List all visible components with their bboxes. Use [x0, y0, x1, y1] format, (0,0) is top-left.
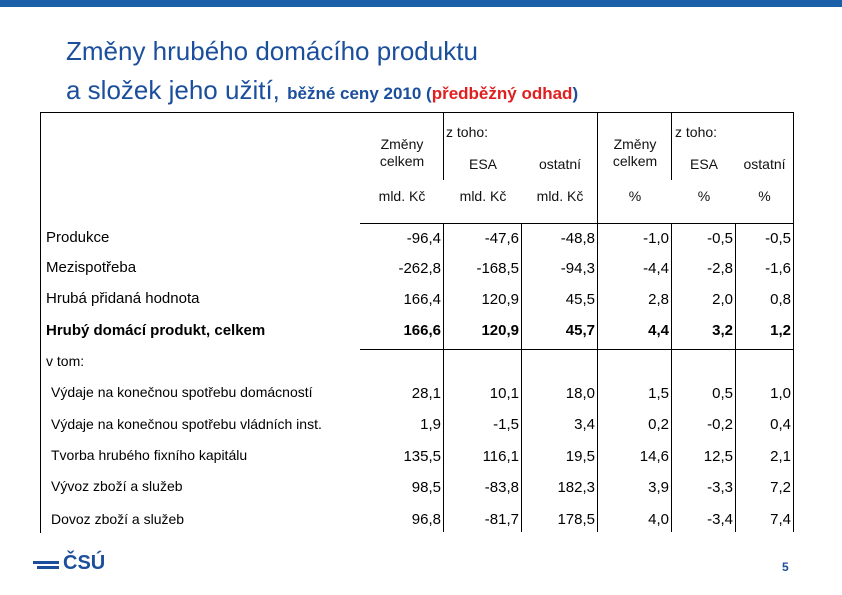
unit-label: %: [758, 188, 771, 204]
row-label: Vývoz zboží a služeb: [51, 478, 183, 494]
cell-value: -47,6: [484, 230, 519, 247]
cell-value: 7,4: [770, 511, 791, 528]
cell-value: 14,6: [639, 448, 669, 465]
cell-value: 116,1: [482, 448, 519, 465]
cell-value: 4,0: [648, 511, 669, 528]
cell-value: 28,1: [411, 385, 441, 402]
row-label: Výdaje na konečnou spotřebu vládních inst.: [51, 416, 322, 432]
cell-value: -168,5: [476, 260, 519, 277]
cell-value: 2,0: [712, 291, 733, 308]
unit-label: %: [697, 188, 711, 204]
cell-value: -96,4: [406, 230, 441, 247]
cell-value: -2,8: [707, 260, 733, 277]
unit-label: mld. Kč: [378, 188, 426, 204]
row-label: Mezispotřeba: [46, 259, 137, 276]
header-ostatni-pct: ostatní: [743, 156, 786, 172]
cell-value: -81,7: [484, 511, 519, 528]
top-accent-bar: [0, 0, 842, 7]
cell-value: 2,8: [648, 291, 669, 308]
cell-value: 1,2: [770, 322, 791, 339]
cell-value: -0,2: [707, 416, 733, 433]
cell-value: 98,5: [411, 479, 441, 496]
cell-value: 120,9: [481, 322, 519, 339]
cell-value: 7,2: [770, 479, 791, 496]
cell-value: 135,5: [403, 448, 441, 465]
v-tom-label: v tom:: [46, 353, 85, 369]
cell-value: -3,4: [707, 511, 733, 528]
title-main: a složek jeho užití,: [66, 75, 280, 105]
cell-value: -1,6: [765, 260, 791, 277]
header-z-toho-pct: z toho:: [675, 124, 718, 140]
row-label: Dovoz zboží a služeb: [51, 511, 185, 527]
cell-value: 19,5: [565, 448, 595, 465]
header-esa-pct: ESA: [689, 156, 718, 172]
header-esa: ESA: [468, 156, 497, 172]
slide-title-line2: [66, 75, 578, 106]
cell-value: 18,0: [565, 385, 595, 402]
csu-logo-text: ČSÚ: [63, 552, 106, 574]
bold-row-underline: [360, 349, 793, 350]
cell-value: 3,2: [712, 322, 733, 339]
row-label: Hrubá přidaná hodnota: [46, 290, 200, 307]
cell-value: -83,8: [484, 479, 519, 496]
header-zmeny-celkem: Změny celkem: [379, 136, 425, 169]
cell-value: -262,8: [398, 260, 441, 277]
row-label: Výdaje na konečnou spotřebu domácností: [51, 384, 313, 400]
cell-value: -3,3: [707, 479, 733, 496]
cell-value: 45,5: [565, 291, 595, 308]
cell-value: 45,7: [565, 322, 595, 339]
cell-value: 3,4: [574, 416, 595, 433]
title-subtitle: běžné ceny 2010 (předběžný odhad): [287, 84, 579, 103]
cell-value: -94,3: [560, 260, 595, 277]
cell-value: -0,5: [707, 230, 733, 247]
page-number: 5: [782, 560, 789, 574]
cell-value: 1,9: [420, 416, 441, 433]
cell-value: 96,8: [411, 511, 441, 528]
header-divider-line: [360, 223, 793, 224]
cell-value: 0,4: [770, 416, 791, 433]
cell-value: 166,4: [403, 291, 441, 308]
cell-value: 120,9: [481, 291, 519, 308]
cell-value: 166,6: [403, 322, 441, 339]
unit-label: mld. Kč: [536, 188, 584, 204]
cell-value: 1,5: [648, 385, 669, 402]
slide-title-line1: Změny hrubého domácího produktu: [66, 36, 478, 66]
cell-value: 0,5: [712, 385, 733, 402]
cell-value: 178,5: [557, 511, 595, 528]
cell-value: 0,2: [648, 416, 669, 433]
row-label-gdp: Hrubý domácí produkt, celkem: [46, 322, 266, 339]
cell-value: 12,5: [703, 448, 733, 465]
unit-label: mld. Kč: [459, 188, 507, 204]
cell-value: -1,5: [493, 416, 519, 433]
header-z-toho: z toho:: [446, 124, 489, 140]
cell-value: -4,4: [643, 260, 669, 277]
header-zmeny-celkem-pct: Změny celkem: [612, 136, 658, 169]
cell-value: 3,9: [648, 479, 669, 496]
cell-value: 0,8: [770, 291, 791, 308]
col-sep: [793, 112, 794, 532]
cell-value: 2,1: [770, 448, 791, 465]
csu-logo: [33, 553, 108, 575]
header-ostatni: ostatní: [538, 156, 582, 172]
cell-value: 182,3: [557, 479, 595, 496]
cell-value: 10,1: [489, 385, 519, 402]
cell-value: -1,0: [643, 230, 669, 247]
title-estimate-note: předběžný odhad: [431, 84, 573, 103]
unit-label: %: [628, 188, 642, 204]
cell-value: -0,5: [765, 230, 791, 247]
row-label: Tvorba hrubého fixního kapitálu: [51, 447, 248, 463]
cell-value: -48,8: [560, 230, 595, 247]
row-label: Produkce: [46, 229, 110, 246]
cell-value: 4,4: [648, 322, 669, 339]
cell-value: 1,0: [770, 385, 791, 402]
